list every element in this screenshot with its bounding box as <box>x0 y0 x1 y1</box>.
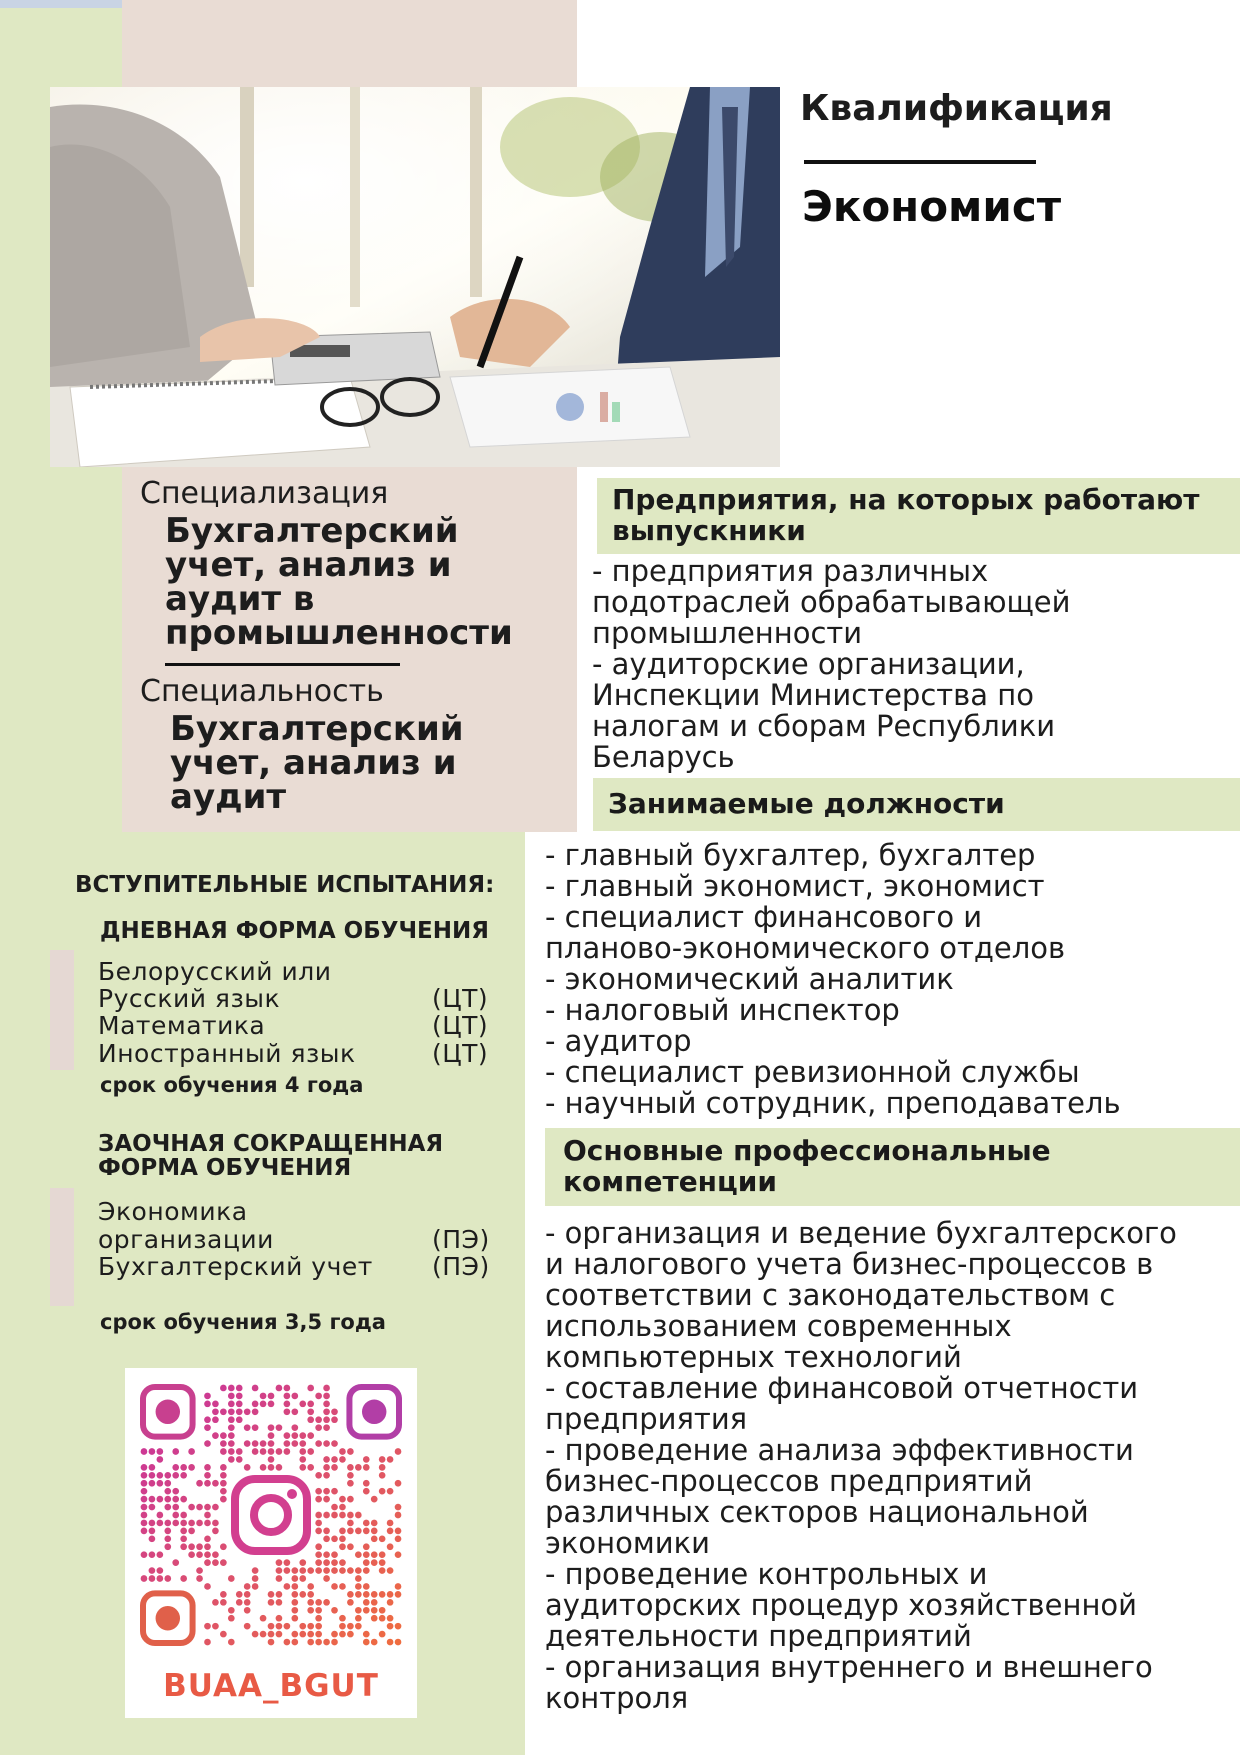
instagram-qr-card[interactable] <box>125 1368 417 1718</box>
entrance-exams-title: ВСТУПИТЕЛЬНЫЕ ИСПЫТАНИЯ: <box>75 872 495 898</box>
instagram-handle[interactable]: BUAA_BGUT <box>163 1668 379 1704</box>
extramural-form-title: ЗАОЧНАЯ СОКРАЩЕННАЯ ФОРМА ОБУЧЕНИЯ <box>98 1131 444 1181</box>
qr-finder-top-right <box>349 1387 399 1437</box>
qualification-label: Квалификация <box>800 88 1113 129</box>
top-pink-band <box>122 0 577 90</box>
specialization-divider <box>165 663 400 666</box>
day-subject-code: (ЦТ) <box>432 1039 489 1068</box>
extramural-subject-name: Бухгалтерский учет <box>98 1252 373 1281</box>
positions-heading: Занимаемые должности <box>593 778 1240 831</box>
extramural-subject-line1: Экономика <box>98 1197 248 1226</box>
day-subject-name: Русский язык <box>98 984 281 1013</box>
office-photo <box>50 87 780 467</box>
extramural-form-marker <box>50 1188 74 1306</box>
instagram-icon <box>235 1479 307 1551</box>
competencies-text: - организация и ведение бухгалтерского и налогового учета бизнес-процессов в соответствии с законодательством с использованием современных компьютерных технологий - составление финансовой отчетности предприятия - проведение анализа эффективности бизнес-процессов предприятий различных секторов национальной экономики - проведение контрольных и аудиторских процедур хозяйственной деятельности предприятий - организация внутреннего и внешнего контроля <box>545 1216 1177 1715</box>
corner-accent <box>0 0 122 8</box>
day-subject-code: (ЦТ) <box>432 1011 489 1040</box>
day-subject-line1: Белорусский или <box>98 957 332 986</box>
qualification-value: Экономист <box>802 182 1062 231</box>
day-subject-code: (ЦТ) <box>432 984 489 1013</box>
extramural-subject-name: организации <box>98 1225 274 1254</box>
enterprises-heading: Предприятия, на которых работают выпускники <box>597 478 1240 554</box>
enterprises-text: - предприятия различных подотраслей обрабатывающей промышленности - аудиторские организации, Инспекции Министерства по налогам и сборам Республики Беларусь <box>592 554 1071 774</box>
positions-text: - главный бухгалтер, бухгалтер - главный экономист, экономист - специалист финансового и планово-экономического отделов - экономический аналитик - налоговый инспектор - аудитор - специалист ревизионной службы - научный сотрудник, преподаватель <box>545 838 1121 1120</box>
qr-finder-top-left <box>143 1387 193 1437</box>
speciality-label: Специальность <box>140 674 384 709</box>
specialization-value: Бухгалтерский учет, анализ и аудит в промышленности <box>165 511 513 653</box>
extramural-subject-code: (ПЭ) <box>432 1252 490 1281</box>
extramural-form-term: срок обучения 3,5 года <box>100 1310 386 1334</box>
day-form-term: срок обучения 4 года <box>100 1073 364 1097</box>
day-subject-name: Математика <box>98 1011 266 1040</box>
day-form-marker <box>50 950 74 1070</box>
extramural-subject-code: (ПЭ) <box>432 1225 490 1254</box>
competencies-heading: Основные профессиональные компетенции <box>545 1128 1240 1206</box>
day-form-title: ДНЕВНАЯ ФОРМА ОБУЧЕНИЯ <box>100 918 489 944</box>
qr-finder-bottom-left <box>143 1593 193 1643</box>
specialization-label: Специализация <box>140 476 389 511</box>
day-subject-name: Иностранный язык <box>98 1039 356 1068</box>
qr-code[interactable] <box>140 1384 402 1646</box>
qualification-divider <box>804 160 1036 164</box>
speciality-value: Бухгалтерский учет, анализ и аудит <box>170 709 464 817</box>
